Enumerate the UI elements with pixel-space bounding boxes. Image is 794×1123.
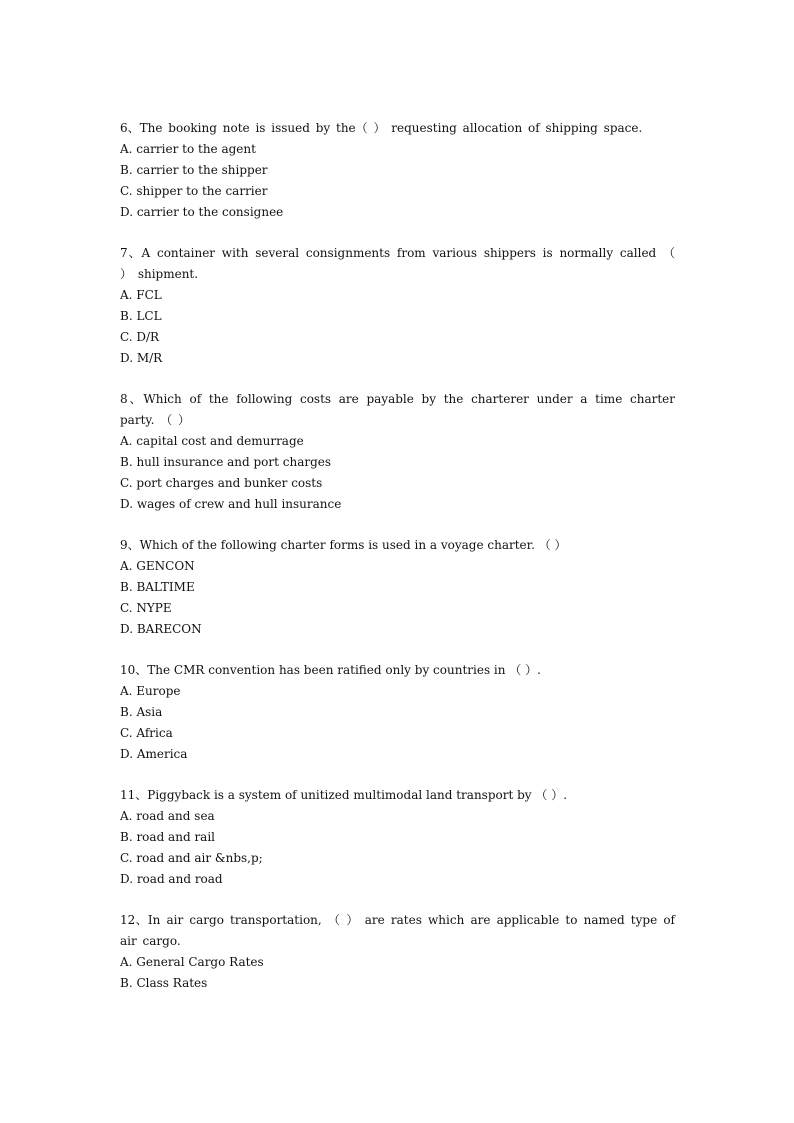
- option-b: B. LCL: [120, 309, 162, 323]
- question-stem: 11、Piggyback is a system of unitized multimodal land transport by （ ）.: [120, 788, 568, 802]
- option-b: B. BALTIME: [120, 580, 195, 594]
- option-list: [120, 952, 675, 994]
- option-b: B. Asia: [120, 705, 163, 719]
- option-d: D. wages of crew and hull insurance: [120, 497, 342, 511]
- question-stem: 7、A container with several consignments from various shippers is normally called （ ） shipment.: [120, 246, 675, 281]
- question-6: [120, 118, 675, 223]
- option-a: A. carrier to the agent: [120, 142, 256, 156]
- question-11: [120, 785, 675, 890]
- question-10: [120, 660, 675, 765]
- option-b: B. road and rail: [120, 830, 216, 844]
- question-7: [120, 243, 675, 369]
- question-9: [120, 535, 675, 640]
- question-stem: 8、Which of the following costs are payable by the charterer under a time charter party. （ ）: [120, 392, 675, 427]
- option-list: [120, 681, 675, 765]
- option-b: B. hull insurance and port charges: [120, 455, 332, 469]
- question-stem: 6、The booking note is issued by the（ ） requesting allocation of shipping space.: [120, 121, 643, 135]
- option-d: D. America: [120, 747, 188, 761]
- option-a: A. General Cargo Rates: [120, 955, 264, 969]
- option-b: B. carrier to the shipper: [120, 163, 268, 177]
- option-c: C. D/R: [120, 330, 160, 344]
- option-a: A. Europe: [120, 684, 181, 698]
- question-12: [120, 910, 675, 994]
- question-stem: 12、In air cargo transportation, （ ） are rates which are applicable to named type of air cargo.: [120, 913, 675, 948]
- option-a: A. road and sea: [120, 809, 215, 823]
- question-stem: 9、Which of the following charter forms is used in a voyage charter. （ ）: [120, 538, 567, 552]
- option-d: D. road and road: [120, 872, 223, 886]
- option-list: [120, 431, 675, 515]
- option-c: C. NYPE: [120, 601, 172, 615]
- option-c: C. port charges and bunker costs: [120, 476, 323, 490]
- question-8: [120, 389, 675, 515]
- option-c: C. shipper to the carrier: [120, 184, 268, 198]
- option-a: A. FCL: [120, 288, 162, 302]
- option-b: B. Class Rates: [120, 976, 208, 990]
- option-d: D. carrier to the consignee: [120, 205, 284, 219]
- option-a: A. capital cost and demurrage: [120, 434, 304, 448]
- option-c: C. Africa: [120, 726, 173, 740]
- document-page: [120, 118, 675, 1014]
- option-list: [120, 285, 675, 369]
- option-list: [120, 556, 675, 640]
- question-stem: 10、The CMR convention has been ratified only by countries in （ ）.: [120, 663, 541, 677]
- option-d: D. BARECON: [120, 622, 202, 636]
- option-a: A. GENCON: [120, 559, 195, 573]
- option-d: D. M/R: [120, 351, 163, 365]
- option-list: [120, 806, 675, 890]
- option-c: C. road and air &nbs,p;: [120, 851, 263, 865]
- option-list: [120, 139, 675, 223]
